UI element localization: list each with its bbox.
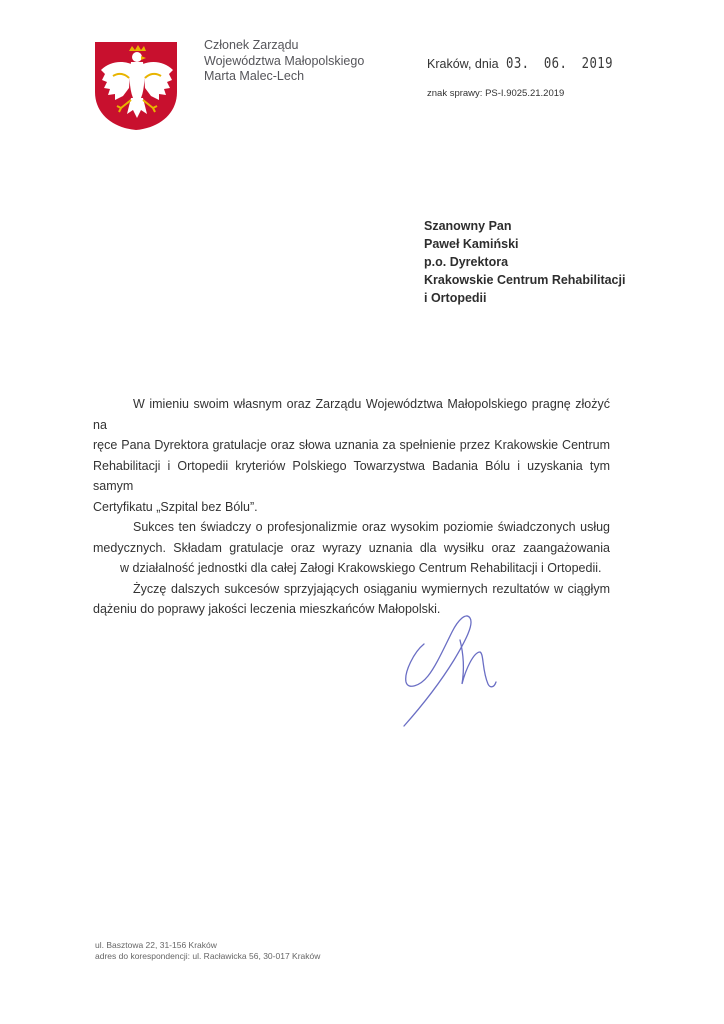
body-line: medycznych. Składam gratulacje oraz wyrazy uznania dla wysiłku oraz zaangażowania [93,540,610,555]
date-month: 06. [543,54,568,72]
footer-address-line: ul. Basztowa 22, 31-156 Kraków [95,940,217,950]
body-line: Rehabilitacji i Ortopedii kryteriów Polskiego Towarzystwa Badania Bólu i uzyskania tym samym [93,458,610,493]
malopolska-eagle-crest-icon [93,40,179,132]
sender-voivodeship: Województwa Małopolskiego [204,53,365,68]
body-line: W imieniu swoim własnym oraz Zarządu Województwa Małopolskiego pragnę złożyć na [93,397,610,432]
recipient-institution-line2: i Ortopedii [424,291,487,305]
body-line: Certyfikatu „Szpital bez Bólu”. [93,499,258,514]
date-stamp [506,54,619,72]
date-label: Kraków, dnia [427,57,499,71]
body-line: dążeniu do poprawy jakości leczenia mieszkańców Małopolski. [93,602,441,616]
body-line: w działalność jednostki dla całej Załogi Krakowskiego Centrum Rehabilitacji i Ortopedii. [120,561,602,575]
recipient-block [424,217,625,307]
body-paragraph-1 [93,394,610,517]
footer-correspondence-line: adres do korespondencji: ul. Racławicka 56, 30-017 Kraków [95,951,321,961]
letter-body [93,394,610,620]
recipient-name: Paweł Kamiński [424,237,519,251]
body-line: Życzę dalszych sukcesów sprzyjających osiąganiu wymiernych rezultatów w ciągłym [133,581,610,596]
body-line: Sukces ten świadczy o profesjonalizmie oraz wysokim poziomie świadczonych usług [133,520,610,534]
recipient-salutation: Szanowny Pan [424,219,512,233]
body-line: ręce Pana Dyrektora gratulacje oraz słowa uznania za spełnienie przez Krakowskie Centrum [93,438,610,452]
sender-name: Marta Malec-Lech [204,69,305,83]
date-year: 2019 [581,54,613,72]
date-line [427,54,644,72]
body-paragraph-3 [93,579,610,620]
handwritten-signature-icon [390,612,500,732]
recipient-position: p.o. Dyrektora [424,255,509,269]
body-paragraph-2 [93,517,610,579]
footer-address [95,940,320,962]
sender-title: Członek Zarządu [204,38,299,52]
sender-block [204,38,364,85]
case-reference: znak sprawy: PS-I.9025.21.2019 [427,88,565,99]
recipient-institution-line1: Krakowskie Centrum Rehabilitacji [424,273,626,287]
date-day: 03. [506,54,530,72]
